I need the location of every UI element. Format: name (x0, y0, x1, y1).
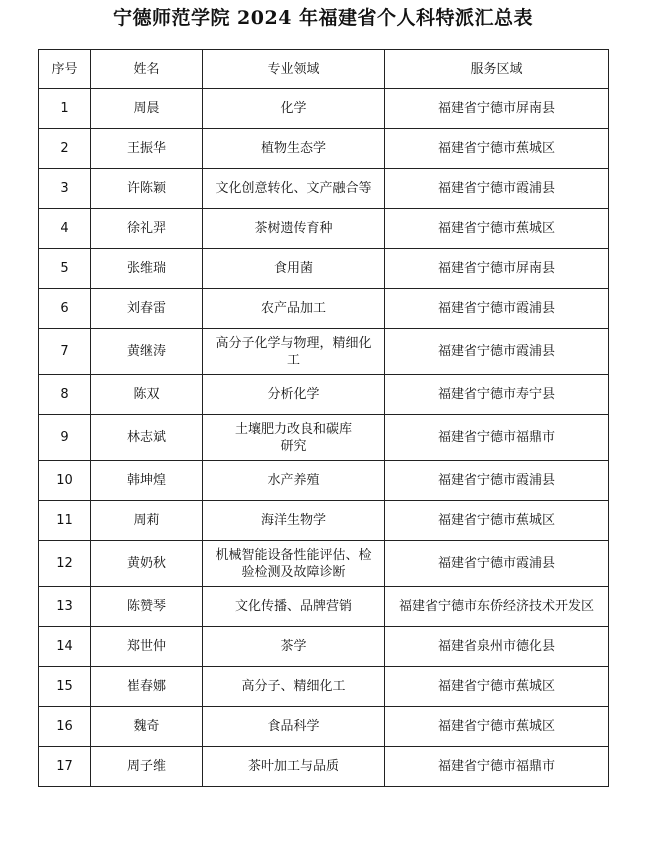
cell-field (203, 461, 385, 501)
cell-field-line: 验检测及故障诊断 (241, 564, 346, 580)
cell-field-line: 海洋生物学 (260, 513, 326, 528)
cell-area: 福建省宁德市霞浦县 (385, 289, 609, 329)
cell-area: 福建省宁德市蕉城区 (385, 501, 609, 541)
table-row (39, 169, 609, 209)
cell-no: 3 (39, 169, 91, 209)
cell-field (203, 89, 385, 129)
table-row (39, 541, 609, 587)
cell-no: 2 (39, 129, 91, 169)
page-title: 宁德师范学院 2024 年福建省个人科特派汇总表 (112, 7, 534, 29)
cell-field (203, 501, 385, 541)
cell-field-line: 植物生态学 (260, 141, 326, 156)
cell-field (203, 129, 385, 169)
cell-field-line: 化学 (280, 101, 307, 116)
table-row (39, 249, 609, 289)
cell-name: 徐礼羿 (91, 209, 203, 249)
cell-area: 福建省宁德市屏南县 (385, 89, 609, 129)
table-row (39, 461, 609, 501)
cell-field-line: 文化创意转化、文产融合等 (215, 181, 372, 196)
cell-area: 福建省宁德市蕉城区 (385, 129, 609, 169)
cell-area: 福建省泉州市德化县 (385, 627, 609, 667)
cell-no: 8 (39, 375, 91, 415)
table-row (39, 587, 609, 627)
cell-area: 福建省宁德市蕉城区 (385, 667, 609, 707)
cell-field-line: 机械智能设备性能评估、检 (215, 547, 372, 563)
cell-field-line: 文化传播、品牌营销 (234, 599, 352, 614)
cell-area: 福建省宁德市寿宁县 (385, 375, 609, 415)
cell-area: 福建省宁德市霞浦县 (385, 329, 609, 375)
cell-field-line: 研究 (280, 438, 307, 454)
cell-no: 15 (39, 667, 91, 707)
cell-field-line: 土壤肥力改良和碳库 (234, 421, 352, 437)
cell-field (203, 209, 385, 249)
table-row (39, 289, 609, 329)
cell-name: 韩坤煌 (91, 461, 203, 501)
table-row (39, 209, 609, 249)
cell-field (203, 415, 385, 461)
header-row (39, 50, 609, 89)
cell-name: 王振华 (91, 129, 203, 169)
table-row (39, 747, 609, 787)
cell-no: 13 (39, 587, 91, 627)
cell-field (203, 627, 385, 667)
cell-no: 7 (39, 329, 91, 375)
cell-no: 6 (39, 289, 91, 329)
cell-field-line: 水产养殖 (267, 473, 320, 488)
cell-no: 14 (39, 627, 91, 667)
specialist-table (38, 49, 609, 787)
cell-name: 魏奇 (91, 707, 203, 747)
cell-area: 福建省宁德市蕉城区 (385, 209, 609, 249)
cell-name: 周子维 (91, 747, 203, 787)
table-row (39, 129, 609, 169)
cell-area: 福建省宁德市霞浦县 (385, 169, 609, 209)
table-row (39, 627, 609, 667)
cell-name: 周晨 (91, 89, 203, 129)
table-body (39, 89, 609, 787)
cell-no: 5 (39, 249, 91, 289)
cell-field-line: 高分子、精细化工 (241, 679, 346, 694)
cell-no: 11 (39, 501, 91, 541)
table-row (39, 707, 609, 747)
cell-area: 福建省宁德市福鼎市 (385, 747, 609, 787)
cell-field-line: 分析化学 (267, 387, 320, 402)
cell-no: 9 (39, 415, 91, 461)
cell-name: 刘春雷 (91, 289, 203, 329)
cell-field-line: 茶树遗传育种 (254, 221, 333, 236)
cell-no: 4 (39, 209, 91, 249)
cell-name: 陈赞琴 (91, 587, 203, 627)
cell-area: 福建省宁德市屏南县 (385, 249, 609, 289)
cell-field-line: 茶学 (280, 639, 307, 654)
cell-name: 许陈颖 (91, 169, 203, 209)
header-field: 专业领域 (203, 50, 385, 89)
cell-field (203, 249, 385, 289)
cell-field (203, 375, 385, 415)
cell-field (203, 289, 385, 329)
cell-field (203, 587, 385, 627)
table-header (39, 50, 609, 89)
cell-field-line: 农产品加工 (260, 301, 326, 316)
cell-field (203, 707, 385, 747)
table-row (39, 667, 609, 707)
cell-field-line: 高分子化学与物理，精细化 (215, 335, 372, 351)
cell-name: 崔春娜 (91, 667, 203, 707)
cell-area: 福建省宁德市蕉城区 (385, 707, 609, 747)
cell-area: 福建省宁德市霞浦县 (385, 461, 609, 501)
cell-name: 周莉 (91, 501, 203, 541)
cell-area: 福建省宁德市东侨经济技术开发区 (385, 587, 609, 627)
header-name: 姓名 (91, 50, 203, 89)
table-row (39, 375, 609, 415)
cell-field (203, 329, 385, 375)
header-no: 序号 (39, 50, 91, 89)
cell-name: 郑世仲 (91, 627, 203, 667)
cell-name: 陈双 (91, 375, 203, 415)
cell-field-line: 茶叶加工与品质 (247, 759, 339, 774)
cell-no: 1 (39, 89, 91, 129)
cell-field (203, 667, 385, 707)
cell-no: 10 (39, 461, 91, 501)
cell-field-line: 食用菌 (273, 261, 313, 276)
cell-field (203, 541, 385, 587)
table-row (39, 501, 609, 541)
cell-name: 黄继涛 (91, 329, 203, 375)
cell-name: 林志斌 (91, 415, 203, 461)
cell-name: 黄奶秋 (91, 541, 203, 587)
cell-field-line: 食品科学 (267, 719, 320, 734)
cell-area: 福建省宁德市霞浦县 (385, 541, 609, 587)
table-row (39, 415, 609, 461)
table-row (39, 89, 609, 129)
table-row (39, 329, 609, 375)
cell-name: 张维瑞 (91, 249, 203, 289)
cell-area: 福建省宁德市福鼎市 (385, 415, 609, 461)
cell-no: 12 (39, 541, 91, 587)
cell-field-line: 工 (286, 352, 300, 368)
cell-no: 17 (39, 747, 91, 787)
cell-field (203, 169, 385, 209)
cell-field (203, 747, 385, 787)
cell-no: 16 (39, 707, 91, 747)
header-area: 服务区域 (385, 50, 609, 89)
